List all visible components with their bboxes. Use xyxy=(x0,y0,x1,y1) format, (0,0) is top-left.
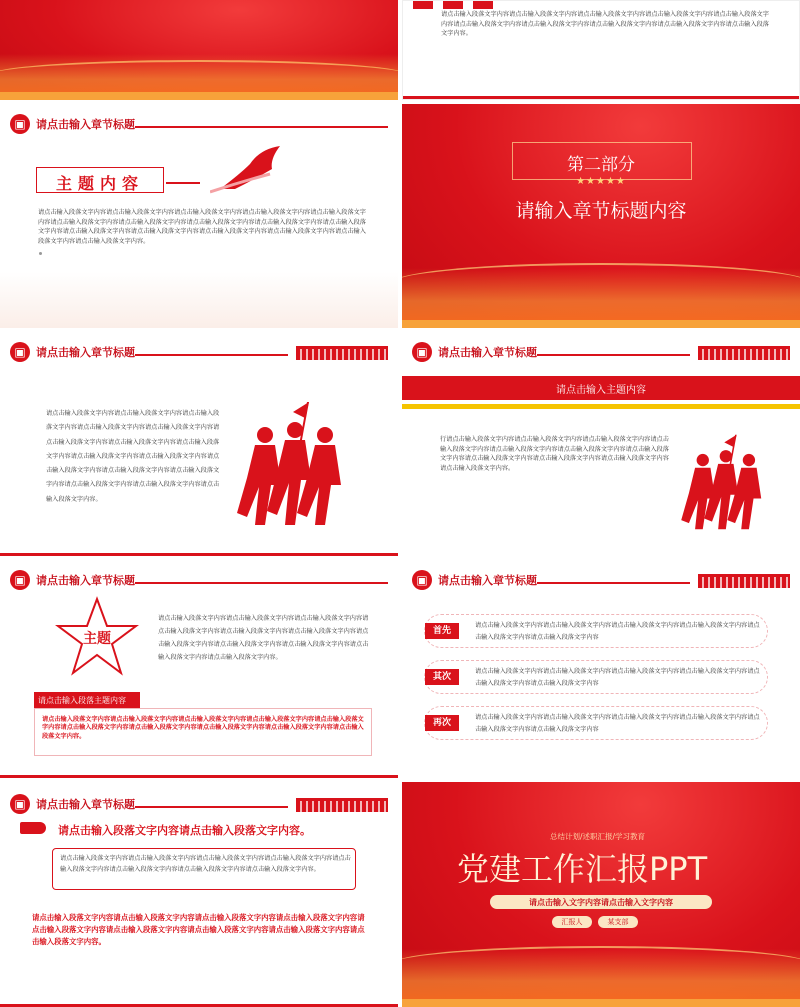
section-title: 请点击输入章节标题 xyxy=(36,346,135,359)
reporter-label: 汇报人 xyxy=(561,918,583,926)
section-title: 请点击输入章节标题 xyxy=(438,574,537,587)
list-tag: 再次 xyxy=(425,715,459,731)
topic-banner xyxy=(402,376,800,400)
slide-header xyxy=(412,570,790,592)
box-icon: ▣ xyxy=(10,570,30,590)
theme-line xyxy=(166,182,200,184)
tagline: 请点击输入文字内容请点击输入文字内容 xyxy=(529,898,673,907)
box-icon: ▣ xyxy=(10,114,30,134)
section-title: 请点击输入章节标题 xyxy=(438,346,537,359)
slide-header xyxy=(10,794,388,816)
yellow-stripe xyxy=(402,404,800,409)
marching-soldiers-icon xyxy=(225,400,355,540)
slide-header xyxy=(10,570,388,592)
topic-tab xyxy=(34,692,140,708)
red-flag-icon xyxy=(210,144,290,194)
header-line xyxy=(537,354,690,356)
theme-title: 主题内容 xyxy=(55,174,144,193)
part-title: 请输入章节标题内容 xyxy=(515,200,687,222)
red-corner-bar-3 xyxy=(473,1,493,9)
paragraph: 请点击输入段落文字内容请点击输入段落文字内容请点击输入段落文字内容请点击输入段落文字内容请点击输入段落文字内容请点击输入段落文字内容请点击输入段落文字内容请点击输入段落文字内容请点击输入段落文字内容请点击输入段落文字内容请点击输入段落文字内容请点击输入段落文字内容请点击输入段落文字内容请点击输入段落文字内容请点击输入段落文字内容请点击输入段落文字内容。 xyxy=(38,209,366,245)
red-corner-bar-2 xyxy=(443,1,463,9)
building-silhouette xyxy=(296,346,388,360)
paragraph: 请点击输入段落文字内容请点击输入段落文字内容请点击输入段落文字内容请点击输入段落文字内容请点击输入段落文字内容请点击输入段落文字内容请点击输入段落文字内容请点击输入段落文字内容请点击输入段落文字内容请点击输入段落文字内容请点击输入段落文字内容。 xyxy=(158,615,369,662)
paragraph: 请点击输入段落文字内容请点击输入段落文字内容请点击输入段落文字内容请点击输入段落文字内容请点击输入段落文字内容请点击输入段落文字内容请点击输入段落文字内容请点击输入段落文字内容请点击输入段落文字内容请点击输入段落文字内容。 xyxy=(441,11,769,38)
topic-tab-text: 请点击输入段落主题内容 xyxy=(38,696,126,705)
banner-text: 请点击输入主题内容 xyxy=(556,385,646,396)
list-text: 请点击输入段落文字内容请点击输入段落文字内容请点击输入段落文字内容请点击输入段落文字内容请点击输入段落文字内容请点击输入段落文字内容 xyxy=(475,668,760,688)
slide-theme xyxy=(0,104,398,328)
section-title: 请点击输入章节标题 xyxy=(36,118,135,131)
cover-subtitle: 总结计划/述职汇报/学习教育 xyxy=(550,832,646,841)
list-text: 请点击输入段落文字内容请点击输入段落文字内容请点击输入段落文字内容请点击输入段落文字内容请点击输入段落文字内容请点击输入段落文字内容 xyxy=(475,622,760,642)
list-item xyxy=(424,660,768,694)
stars: ★★★★★ xyxy=(576,176,626,187)
headline: 请点击输入段落文字内容请点击输入段落文字内容。 xyxy=(58,824,311,837)
section-title: 请点击输入章节标题 xyxy=(36,574,135,587)
slide-text-top-right xyxy=(402,0,800,100)
marching-soldiers-icon xyxy=(672,432,772,542)
part-label: 第二部分 xyxy=(567,155,635,175)
header-line xyxy=(135,126,388,128)
header-line xyxy=(135,806,288,808)
tagline-pill xyxy=(490,895,712,909)
bottom-paragraph: 请点击输入段落文字内容请点击输入段落文字内容请点击输入段落文字内容请点击输入段落文字内容请点击输入段落文字内容请点击输入段落文字内容请点击输入段落文字内容请点击输入段落文字内容请点击输入段落文字内容。 xyxy=(32,913,365,946)
box-paragraph: 请点击输入段落文字内容请点击输入段落文字内容请点击输入段落文字内容请点击输入段落文字内容请点击输入段落文字内容请点击输入段落文字内容请点击输入段落文字内容请点击输入段落文字内容请点击输入段落文字内容请点击输入段落文字内容。 xyxy=(42,716,364,740)
bullet-dot xyxy=(39,252,42,255)
slide-header xyxy=(10,342,388,364)
theme-title-box xyxy=(36,167,164,193)
list-item xyxy=(424,706,768,740)
header-line xyxy=(537,582,690,584)
floor-band xyxy=(0,92,398,100)
star-label: 主题 xyxy=(83,631,111,647)
footer-bar xyxy=(403,96,799,99)
footer-bar xyxy=(0,553,398,556)
building-silhouette xyxy=(698,346,790,360)
box-paragraph: 请点击输入段落文字内容请点击输入段落文字内容请点击输入段落文字内容请点击输入段落文字内容请点击输入段落文字内容请点击输入段落文字内容请点击输入段落文字内容请点击输入段落文字内容。 xyxy=(60,855,351,873)
building-silhouette xyxy=(698,574,790,588)
list-tag: 其次 xyxy=(425,669,459,685)
slide-cover xyxy=(402,782,800,1007)
slide-part-two xyxy=(402,104,800,328)
slide-header xyxy=(10,114,388,136)
list-tag: 首先 xyxy=(425,623,459,639)
list-item xyxy=(424,614,768,648)
floor-band xyxy=(402,320,800,328)
slide-soldiers-left xyxy=(0,332,398,556)
paragraph: 请点击输入段落文字内容请点击输入段落文字内容请点击输入段落文字内容请点击输入段落文字内容请点击输入段落文字内容请点击输入段落文字内容请点击输入段落文字内容请点击输入段落文字内容请点击输入段落文字内容请点击输入段落文字内容请点击输入段落文字内容请点击输入段落文字内容请点击输入段落文字内容请点击输入段落文字内容请点击输入段落文字内容请点击输入段落文字内容。 xyxy=(46,410,220,503)
box-icon: ▣ xyxy=(10,794,30,814)
slide-star xyxy=(0,560,398,778)
header-line xyxy=(135,354,288,356)
box-icon: ▣ xyxy=(412,570,432,590)
header-line xyxy=(135,582,388,584)
reporter-badge xyxy=(552,916,592,928)
building-silhouette xyxy=(296,798,388,812)
slide-list xyxy=(402,560,800,778)
paragraph: 行请点击输入段落文字内容请点击输入段落文字内容请点击输入段落文字内容请点击输入段落文字内容请点击输入段落文字内容请点击输入段落文字内容请点击输入段落文字内容请点击输入段落文字内容请点击输入段落文字内容请点击输入段落文字内容请点击输入段落文字内容。 xyxy=(440,436,669,472)
floor-band xyxy=(402,999,800,1007)
footer-bar xyxy=(0,775,398,778)
section-title: 请点击输入章节标题 xyxy=(36,798,135,811)
slide-quote xyxy=(0,782,398,1007)
dept-label: 某支部 xyxy=(607,918,629,926)
list-text: 请点击输入段落文字内容请点击输入段落文字内容请点击输入段落文字内容请点击输入段落文字内容请点击输入段落文字内容请点击输入段落文字内容 xyxy=(475,714,760,734)
dept-badge xyxy=(598,916,638,928)
pointing-hand-icon xyxy=(20,822,46,834)
red-corner-bar xyxy=(413,1,433,9)
slide-red-top-left xyxy=(0,0,398,100)
cover-title: 党建工作汇报PPT xyxy=(457,850,708,888)
slide-header xyxy=(412,342,790,364)
slide-soldiers-right xyxy=(402,332,800,556)
box-icon: ▣ xyxy=(10,342,30,362)
box-icon: ▣ xyxy=(412,342,432,362)
light-glow xyxy=(402,268,800,328)
